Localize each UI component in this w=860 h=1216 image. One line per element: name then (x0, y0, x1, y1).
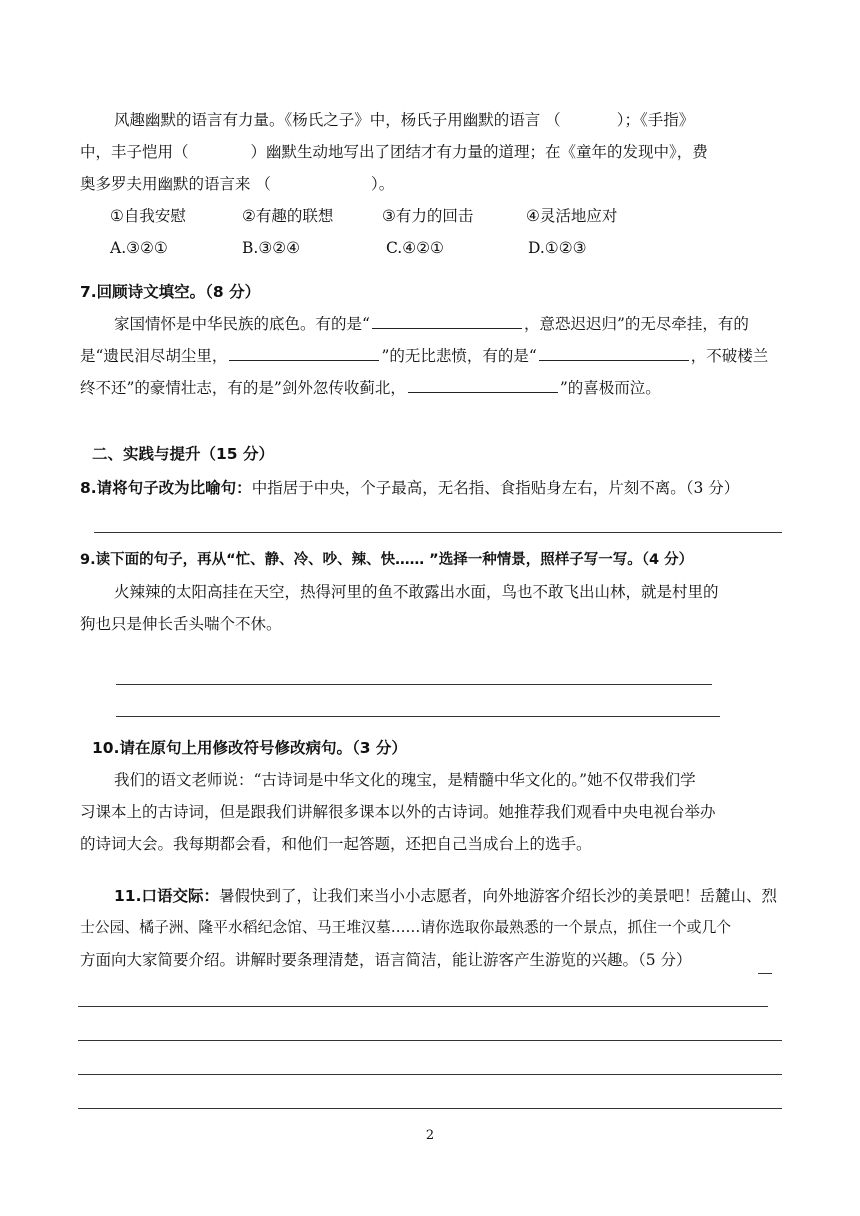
q8-answer-line[interactable] (94, 532, 782, 533)
q11-answer-line-3[interactable] (78, 1074, 782, 1075)
q11-answer-line-1[interactable] (78, 1006, 768, 1007)
q7-line1a: 家国情怀是中华民族的底色。有的是“ (114, 315, 370, 333)
q6-choice-4: ④灵活地应对 (526, 207, 618, 225)
q6-option-b[interactable]: B.③②④ (242, 239, 301, 257)
q9-para-1: 火辣辣的太阳高挂在天空，热得河里的鱼不敢露出水面，鸟也不敢飞出山林，就是村里的 (114, 583, 719, 601)
q9-answer-line-1[interactable] (116, 684, 712, 685)
q6-option-c[interactable]: C.④②① (386, 239, 444, 257)
q7-line3a: 终不还”的豪情壮志，有的是”剑外忽传收蓟北， (80, 379, 406, 397)
section-2-title: 二、实践与提升（15 分） (92, 445, 274, 463)
q7-blank-3[interactable] (539, 342, 689, 361)
q6-line3-end: ）。 (370, 175, 395, 193)
q11-line2: 士公园、橘子洲、隆平水稻纪念馆、马王堆汉墓……请你选取你最熟悉的一个景点，抓住一个或几个 (80, 919, 732, 936)
q10-para-1[interactable]: 我们的语文老师说：“古诗词是中华文化的瑰宝，是精髓中华文化的。”她不仅带我们学 (114, 771, 696, 789)
q9-para-2: 狗也只是伸长舌头喘个不休。 (80, 615, 282, 633)
q6-line2-end: ）幽默生动地写出了团结才有力量的道理；在《童年的发现中》，费 (250, 143, 708, 161)
q7-line1b: ，意恐迟迟归”的无尽牵挂，有的 (523, 315, 749, 333)
q10-para-3[interactable]: 的诗词大会。我每期都会看，和他们一起答题，还把自己当成台上的选手。 (80, 835, 592, 853)
q11-answer-line-4[interactable] (78, 1108, 782, 1109)
q10-para-2[interactable]: 习课本上的古诗词，但是跟我们讲解很多课本以外的古诗词。她推荐我们观看中央电视台举办 (80, 803, 716, 821)
q11-line3: 方面向大家简要介绍。讲解时要条理清楚，语言简洁，能让游客产生游览的兴趣。（5 分） (80, 951, 692, 969)
page-number: 2 (425, 1128, 435, 1143)
q9-title: 9.读下面的句子，再从“忙、静、冷、吵、辣、快…… ”选择一种情景，照样子写一写。（4 分） (80, 552, 694, 568)
q6-option-a[interactable]: A.③②① (110, 239, 168, 257)
q10-title: 10.请在原句上用修改符号修改病句。（3 分） (92, 739, 407, 757)
q6-choices (80, 200, 785, 232)
q6-option-d[interactable]: D.①②③ (528, 239, 587, 257)
q6-line1: 风趣幽默的语言有力量。《杨氏之子》中，杨氏子用幽默的语言 （ (114, 111, 561, 129)
q7-blank-4[interactable] (408, 374, 558, 393)
q7-line2c: ，不破楼兰 (690, 347, 769, 365)
q11-label: 11.口语交际： (114, 887, 219, 905)
q7-line2a: 是“遗民泪尽胡尘里， (80, 347, 228, 365)
q8-text: 中指居于中央，个子最高，无名指、食指贴身左右，片刻不离。（3 分） (251, 479, 740, 497)
q9-answer-line-2[interactable] (116, 716, 720, 717)
q7-line2b: ”的无比悲愤，有的是“ (381, 347, 537, 365)
q7-line3b: ”的喜极而泣。 (559, 379, 661, 397)
q6-options (80, 232, 785, 264)
q6-choice-1: ①自我安慰 (110, 207, 186, 225)
q6-line2: 中，丰子恺用（ (80, 143, 189, 161)
q11-line1: 暑假快到了，让我们来当小小志愿者，向外地游客介绍长沙的美景吧！岳麓山、烈 (218, 887, 777, 905)
q8-block (80, 472, 785, 504)
q7-title: 7.回顾诗文填空。（8 分） (80, 283, 261, 301)
q6-choice-3: ③有力的回击 (382, 207, 474, 225)
q11-short-line (758, 973, 772, 974)
q6-choice-2: ②有趣的联想 (242, 207, 334, 225)
q7-blank-1[interactable] (372, 310, 522, 329)
q10-block (80, 732, 785, 860)
q6-block (80, 104, 785, 264)
q11-answer-line-2[interactable] (78, 1040, 782, 1041)
section-2 (80, 438, 785, 470)
q7-blank-2[interactable] (229, 342, 379, 361)
q6-line1-end: ）；《手指》 (616, 111, 695, 129)
q6-line3: 奥多罗夫用幽默的语言来 （ (80, 175, 271, 193)
q7-block (80, 276, 785, 404)
q9-block (80, 544, 785, 640)
q11-block (80, 880, 785, 976)
q8-label: 8.请将句子改为比喻句： (80, 479, 252, 497)
